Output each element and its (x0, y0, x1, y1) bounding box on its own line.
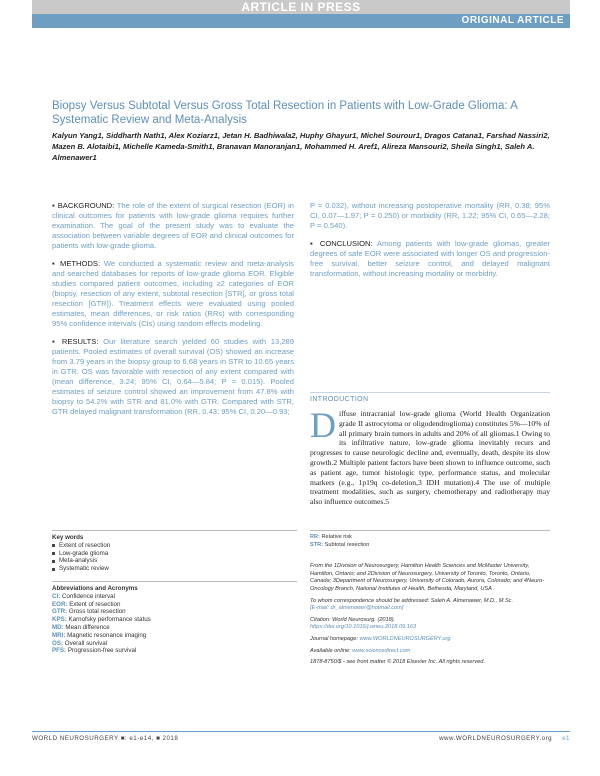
available-label: Available online: (310, 647, 351, 654)
results-label: RESULTS: (61, 337, 99, 346)
background-text: The role of the extent of surgical resection (EOR) in clinical outcomes for patients with low-grade glioma requires further examination. The goal of the present study was to evaluate the association between variable degrees of EOR and clinical outcomes for patients with low-grade glioma. (52, 201, 294, 250)
abstract-column-right (310, 201, 550, 287)
citation-text: Citation: World Neurosurg. (2018). (310, 616, 396, 623)
bullet-square-icon (52, 560, 55, 563)
conclusion-label: CONCLUSION: (319, 239, 373, 248)
introduction-section (310, 392, 550, 507)
methods-text: We conducted a systematic review and meta-analysis and searched databases for reports of low-grade glioma EOR. Eligible studies compared patient outcomes, including ≥2 categories of EOR (biopsy, resection of any extent, subtotal resection [STR], or gross total resection [GTR]). Treatment effects were evaluated using pooled estimates, mean differences, or risk ratios (RRs) with corresponding 95% confidence intervals (CIs) using random effects modeling. (52, 259, 294, 328)
abbreviation-list (52, 593, 297, 655)
keyword-item: Low-grade glioma (52, 550, 297, 558)
keyword-item: Systematic review (52, 565, 297, 573)
background-label: ▪ (52, 201, 58, 210)
affiliations-panel (310, 530, 550, 667)
abbreviation-item: KPS: Karnofsky performance status (52, 616, 151, 624)
abstract-results: ▪ RESULTS: Our literature search yielded 60 studies with 13,289 patients. Pooled estimates of overall survival (OS) showed an increase from 3.79 years in the biopsy group to 6.68 years in STR to 10.65 years in GTR. OS was favorable with resection of any extent compared with (mean difference, 3.24; 95% CI, 0.64—5.84; P = 0.015). Pooled estimates of seizure control showed an improvement from 47.8% with biopsy to 54.2% with STR and 81.0% with GTR. Compared with STR, GTR delayed malignant transformation (RR, 0.43; 95% CI, 0.20—0.93; (52, 337, 294, 416)
abbreviation-item: EOR: Extent of resection (52, 600, 121, 608)
article-in-press-banner: ARTICLE IN PRESS (32, 0, 570, 14)
abstract-column-left (52, 201, 294, 425)
conclusion-text: Among patients with low-grade gliomas, greater degrees of safe EOR were associated with longer OS and progression-free survival, better seizure control, and delayed malignant transformation, without increasing mortality or morbidity. (310, 239, 550, 278)
keyword-item: Meta-analysis (52, 557, 297, 565)
journal-citation-footer: WORLD NEUROSURGERY ■: e1-e14, ■ 2018 (32, 735, 179, 742)
abbreviation-list-continued (310, 530, 550, 549)
results-text: Our literature search yielded 60 studies with 13,289 patients. Pooled estimates of overall survival (OS) showed an increase from 3.79 years in the biopsy group to 6.68 years in STR to 10.65 years in GTR. OS was favorable with resection of any extent compared with (mean difference, 3.24; 95% CI, 0.64—5.84; P = 0.015). Pooled estimates of seizure control showed an improvement from 47.8% with biopsy to 54.2% with STR and 81.0% with GTR. Compared with STR, GTR delayed malignant transformation (RR, 0.43; 95% CI, 0.20—0.93; (52, 337, 294, 416)
abstract-conclusion: ▪ CONCLUSION: Among patients with low-grade gliomas, greater degrees of safe EOR were associated with longer OS and progression-free survival, better seizure control, and delayed malignant transformation, without increasing mortality or morbidity. (310, 239, 550, 278)
bullet-square-icon (52, 552, 55, 555)
homepage-link[interactable]: www.WORLDNEUROSURGERY.org (359, 635, 451, 642)
introduction-text (310, 405, 550, 507)
methods-label: METHODS: (60, 259, 101, 268)
email-link[interactable]: [E-mail: dr_almenawer@hotmail.com] (310, 605, 404, 612)
abbreviation-item: STR: Subtotal resection (310, 541, 370, 548)
affiliations-text: From the 1Division of Neurosurgery, Hamilton Health Sciences and McMaster University, Hamilton, Ontario; and 2Division of Neurosurgery, University of Toronto, Toronto, Ontario, Canada; 3Department of Neurosurgery, University of Colorado, Aurora, Colorado; and 4Neuro-Oncology Branch, National Institutes of Health, Bethesda, Maryland, USA (310, 563, 545, 592)
article-category: ORIGINAL ARTICLE (32, 14, 570, 28)
abbreviation-item: PFS: Progression-free survival (52, 647, 137, 655)
abbreviation-item: MRI: Magnetic resonance imaging (52, 631, 147, 639)
drop-cap: D (310, 405, 336, 445)
bullet-square-icon (52, 568, 55, 571)
bullet-square-icon (52, 544, 55, 547)
keywords-abbreviations (52, 530, 297, 655)
keyword-item: Extent of resection (52, 542, 297, 550)
abbreviation-item: GTR: Gross total resection (52, 608, 126, 616)
footer-url[interactable]: www.WORLDNEUROSURGERY.org (439, 735, 553, 742)
abbreviation-item: OS: Overall survival (52, 639, 108, 647)
introduction-heading: INTRODUCTION (310, 392, 550, 403)
correspondence-text: To whom correspondence should be addressed: Saleh A. Almenawer, M.D., M.Sc. (310, 597, 514, 604)
keywords-heading: Key words (52, 530, 297, 542)
page-footer (32, 731, 570, 742)
abstract-methods: ▪ METHODS: We conducted a systematic review and meta-analysis and searched databases for reports of low-grade glioma EOR. Eligible studies compared patient outcomes, including ≥2 categories of EOR (biopsy, resection of any extent, subtotal resection [STR], or gross total resection [GTR]). Treatment effects were evaluated using pooled estimates, mean differences, or risk ratios (RRs) with corresponding 95% confidence intervals (CIs) using random effects modeling. (52, 259, 294, 328)
abbreviations-heading: Abbreviations and Acronyms (52, 581, 297, 593)
abbreviation-item: CI: Confidence interval (52, 592, 115, 600)
abstract-background: ▪ BACKGROUND: The role of the extent of surgical resection (EOR) in clinical outcomes for patients with low-grade glioma requires further examination. The goal of the present study was to evaluate the association between variable degrees of EOR and clinical outcomes for patients with low-grade glioma. (52, 201, 294, 250)
introduction-body: iffuse intracranial low-grade glioma (World Health Organization grade II astrocytoma or oligodendroglioma) constitutes 5%—10% of all primary brain tumors in adults and 20% of all gliomas.1 Owing to its infiltrative nature, low-grade glioma inevitably recurs and progresses to cause neurologic decline and, eventually, death, despite its slow growth.2 Multiple patient factors have been shown to influence outcome, such as patient age, tumor histologic type, performance status, and molecular markers (e.g., 1p19q co-deletion,3 IDH mutation).4 The use of multiple treatment modalities, such as surgery, chemotherapy and radiotherapy may also influence outcomes.5 (310, 409, 550, 507)
page-number: e1 (562, 735, 570, 742)
author-list: Kalyun Yang1, Siddharth Nath1, Alex Koziarz1, Jetan H. Badhiwala2, Huphy Ghayur1, Michel Sourour1, Dragos Catana1, Farshad Nassiri2, Mazen B. Alotaibi1, Michelle Kameda-Smith1, Branavan Manoranjan1, Mohammed H. Aref1, Alireza Mansouri2, Sheila Singh1, Saleh A. Almenawer1 (52, 131, 550, 162)
abbreviation-item: MD: Mean difference (52, 623, 110, 631)
doi-link[interactable]: https://doi.org/10.1016/j.wneu.2018.09.163 (310, 624, 417, 631)
article-title: Biopsy Versus Subtotal Versus Gross Total Resection in Patients with Low-Grade Glioma: A Systematic Review and Meta-Analysis (52, 100, 518, 126)
abstract-results-continued (310, 201, 550, 231)
copyright-text: 1878-8750/$ - see front matter © 2018 Elsevier Inc. All rights reserved. (310, 659, 485, 666)
sciencedirect-link[interactable]: www.sciencedirect.com (352, 647, 411, 654)
keyword-list (52, 542, 297, 573)
homepage-label: Journal homepage: (310, 635, 358, 642)
abbreviation-item: RR: Relative risk (310, 534, 352, 540)
results-continued-text: P = 0.032), without increasing postoperative mortality (RR, 0.38; 95% CI, 0.07—1.97; P = 0.250) or morbidity (RR, 1.22; 95% CI, 0.65—2.28; P = 0.540). (310, 201, 550, 230)
